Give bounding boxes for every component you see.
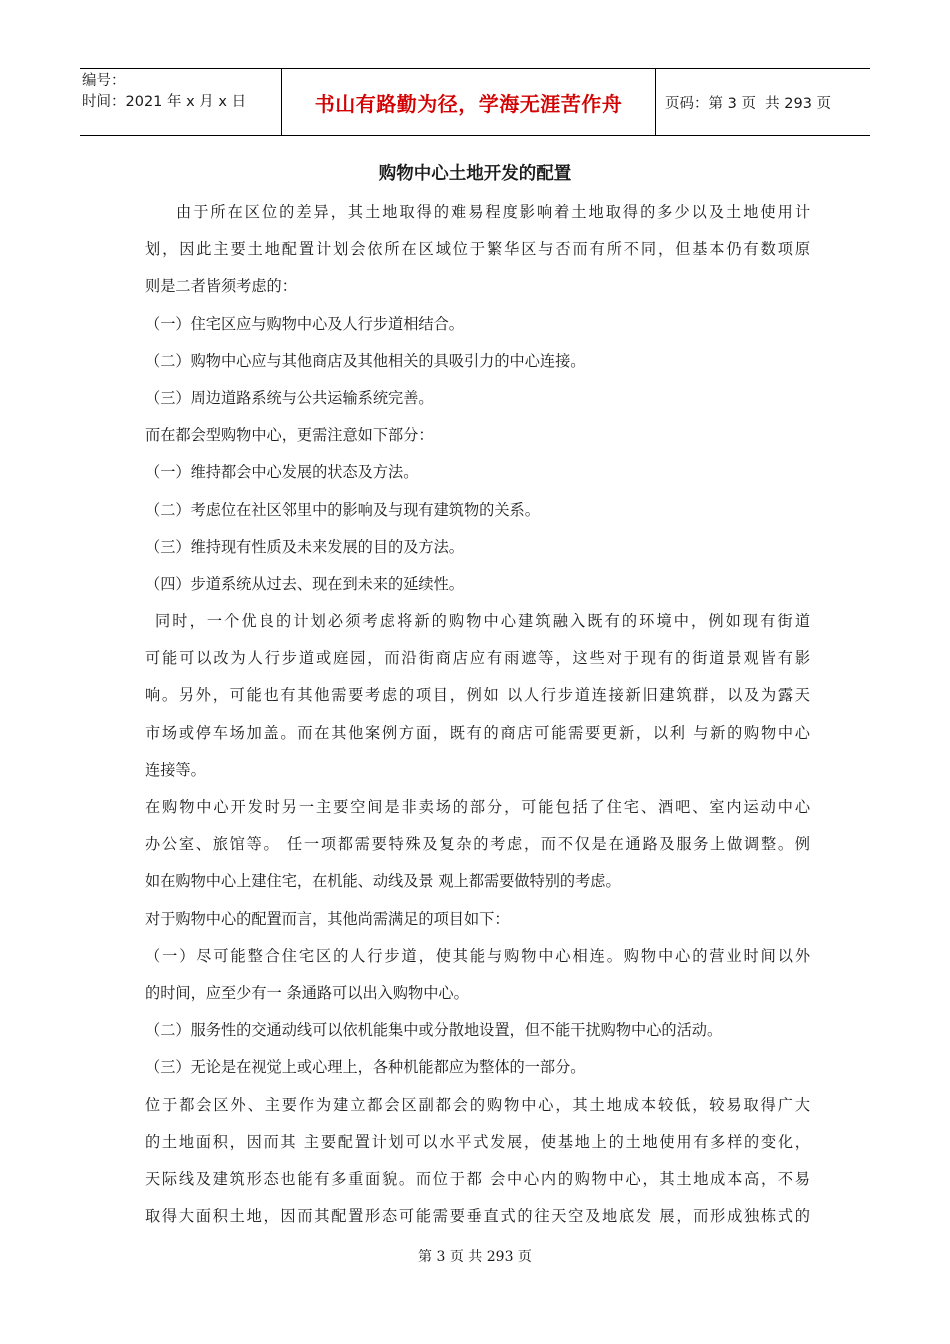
body-line: 位于都会区外、主要作为建立都会区副都会的购物中心，其土地成本较低，较易取得广大 [145,1095,810,1114]
body-line: 如在购物中心上建住宅，在机能、动线及景 观上都需要做特别的考虑。 [145,872,621,891]
page-code-text: 页码：第 3 页 共 293 页 [665,95,832,112]
body-line: 市场或停车场加盖。而在其他案例方面，既有的商店可能需要更新，以利 与新的购物中心 [145,723,810,742]
body-line: （二）考虑位在社区邻里中的影响及与现有建筑物的关系。 [145,500,540,519]
body-line: 可能可以改为人行步道或庭园，而沿街商店应有雨遮等，这些对于现有的街道景观皆有影 [145,649,810,668]
body-line: 划，因此主要土地配置计划会依所在区域位于繁华区与否而有所不同，但基本仍有数项原 [145,240,810,259]
number-label: 编号： [82,73,126,89]
body-line: 取得大面积土地，因而其配置形态可能需要垂直式的往天空及地底发 展，而形成独栋式的 [145,1207,810,1226]
body-line: 响。另外，可能也有其他需要考虑的项目，例如 以人行步道连接新旧建筑群，以及为露天 [145,686,810,705]
body-line: 天际线及建筑形态也能有多重面貌。而位于都 会中心内的购物中心，其土地成本高，不易 [145,1169,810,1188]
header-meta-cell [80,69,282,135]
body-line: 的土地面积，因而其 主要配置计划可以水平式发展，使基地上的土地使用有多样的变化， [145,1132,810,1151]
body-line: （二）服务性的交通动线可以依机能集中或分散地设置，但不能干扰购物中心的活动。 [145,1021,723,1040]
page-code-cell [656,69,870,135]
body-line: （三）周边道路系统与公共运输系统完善。 [145,388,434,407]
body-line: 的时间，应至少有一 条通路可以出入购物中心。 [145,983,469,1002]
body-line: 对于购物中心的配置而言，其他尚需满足的项目如下： [145,909,510,928]
body-line: 由于所在区位的差异，其土地取得的难易程度影响着土地取得的多少以及土地使用计 [176,203,810,221]
document-title: 购物中心土地开发的配置 [378,164,572,184]
body-line: （一）尽可能整合住宅区的人行步道，使其能与购物中心相连。购物中心的营业时间以外 [145,946,810,965]
body-line: 而在都会型购物中心，更需注意如下部分： [145,426,434,445]
body-line: 同时，一个优良的计划必须考虑将新的购物中心建筑融入既有的环境中，例如现有街道 [155,612,810,631]
header-table [80,68,870,136]
document-body [145,194,810,1235]
page-footer: 第 3 页 共 293 页 [418,1249,532,1265]
time-label: 时间：2021 年 x 月 x 日 [82,94,247,110]
body-line: （二）购物中心应与其他商店及其他相关的具吸引力的中心连接。 [145,351,586,370]
body-line: （三）无论是在视觉上或心理上，各种机能都应为整体的一部分。 [145,1058,586,1077]
body-line: （三）维持现有性质及未来发展的目的及方法。 [145,537,464,556]
body-line: 连接等。 [145,760,206,779]
motto-text: 书山有路勤为径，学海无涯苦作舟 [314,91,623,116]
body-line: （一）住宅区应与购物中心及人行步道相结合。 [145,314,464,333]
body-line: （四）步道系统从过去、现在到未来的延续性。 [145,574,464,593]
body-line: 则是二者皆须考虑的： [145,277,297,296]
body-line: （一）维持都会中心发展的状态及方法。 [145,463,419,482]
body-line: 在购物中心开发时另一主要空间是非卖场的部分，可能包括了住宅、酒吧、室内运动中心 [145,798,810,816]
body-line: 办公室、旅馆等。 任一项都需要特殊及复杂的考虑，而不仅是在通路及服务上做调整。例 [145,835,810,854]
motto-cell [282,69,656,135]
